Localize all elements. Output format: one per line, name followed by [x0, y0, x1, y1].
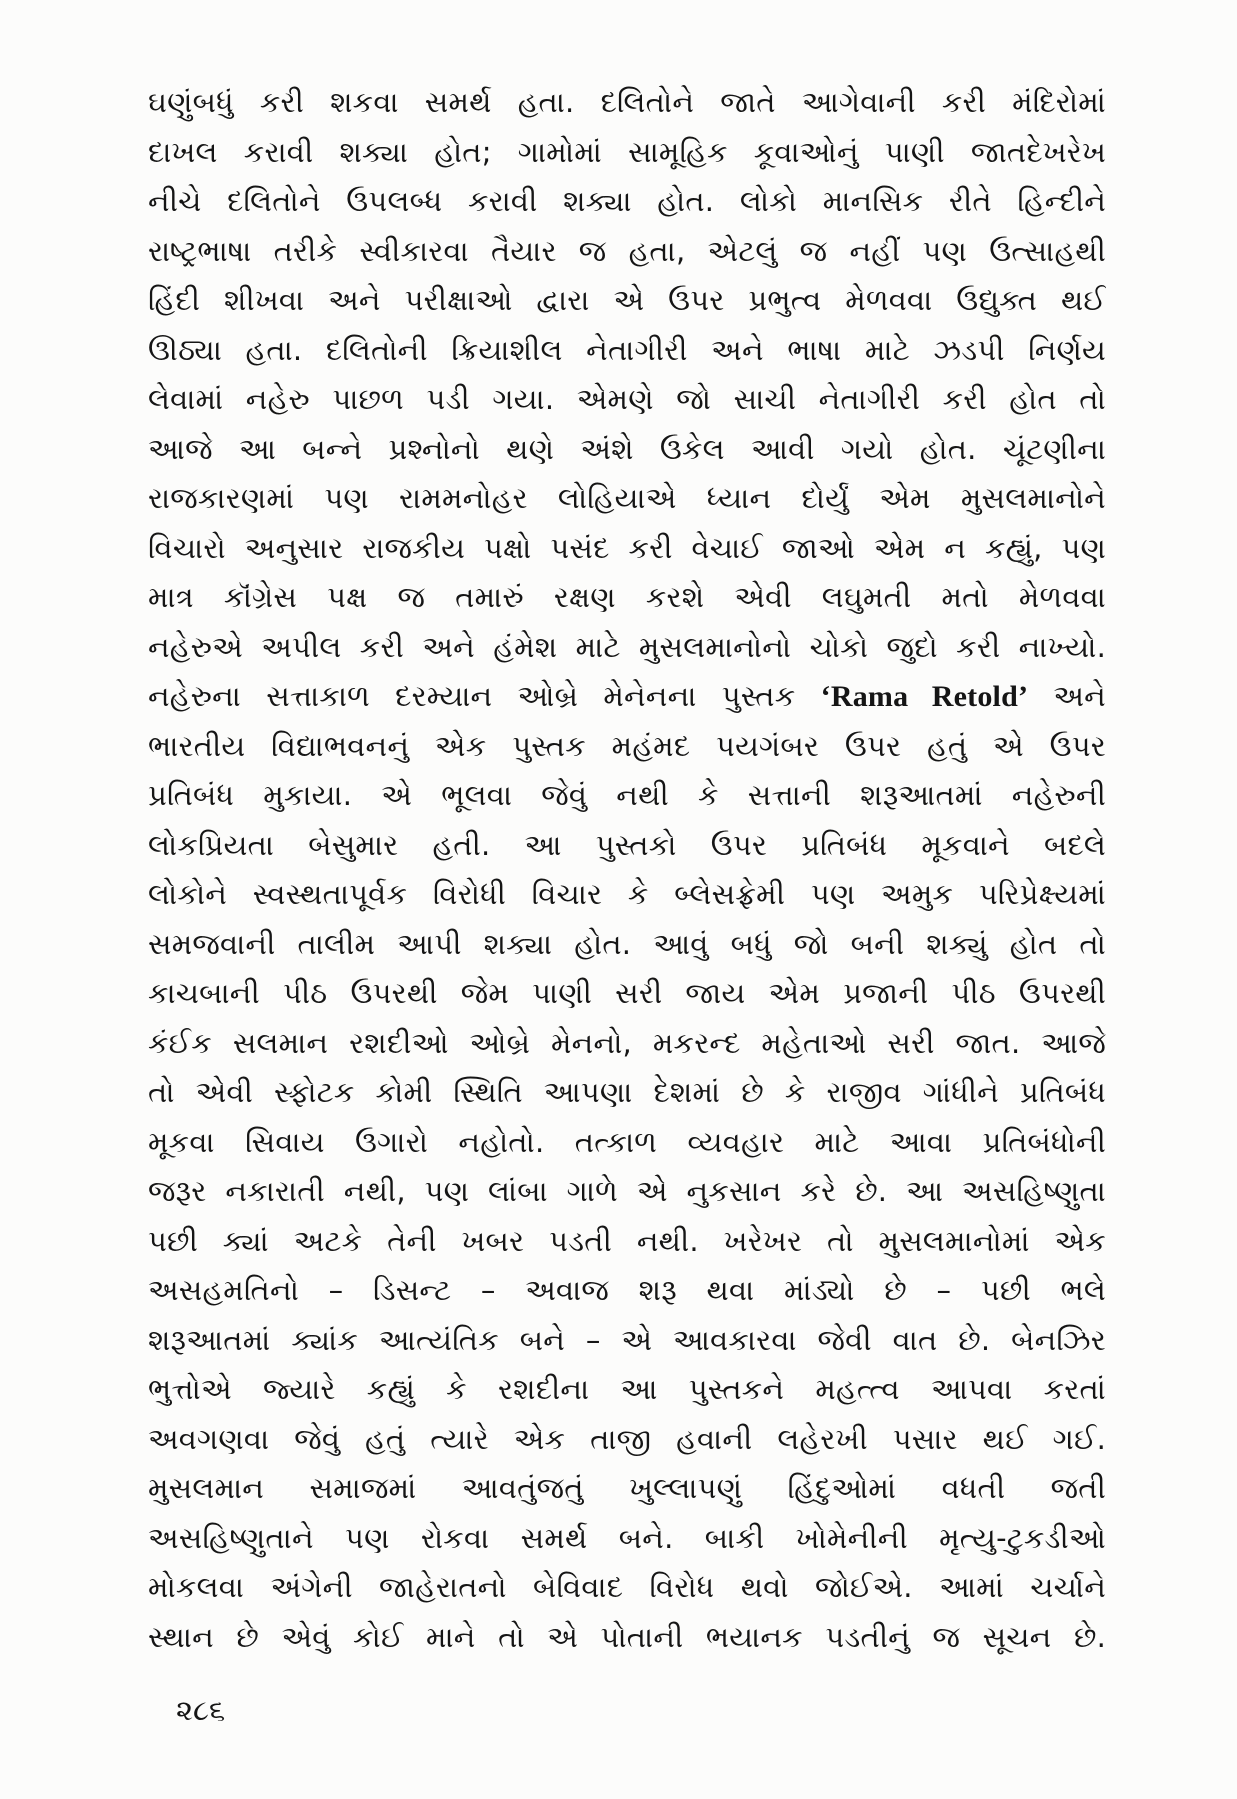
- text-line: પ્રતિબંધ મુકાયા. એ ભૂલવા જેવું નથી કે સત્તાની શરૂઆતમાં નહેરુની: [148, 778, 1106, 812]
- text-line: અસહિષ્ણુતાને પણ રોકવા સમર્થ બને. બાકી ખોમેનીની મૃત્યુ-ટુકડીઓ: [148, 1520, 1106, 1555]
- text-segment: નહેરુના સત્તાકાળ દરમ્યાન ઓબ્રે મેનેનના પુસ્તક: [148, 679, 796, 713]
- text-line-with-book-title: [148, 672, 1106, 722]
- text-line: ઊઠ્યા હતા. દલિતોની ક્રિયાશીલ નેતાગીરી અને ભાષા માટે ઝડપી નિર્ણય: [148, 332, 1106, 367]
- text-line: શરૂઆતમાં ક્યાંક આત્યંતિક બને – એ આવકારવા જેવી વાત છે. બેનઝિર: [148, 1322, 1106, 1357]
- text-line: ઘણુંબધું કરી શકવા સમર્થ હતા. દલિતોને જાતે આગેવાની કરી મંદિરોમાં: [148, 85, 1106, 119]
- text-line: નીચે દલિતોને ઉપલબ્ધ કરાવી શક્યા હોત. લોકો માનસિક રીતે હિન્દીને: [148, 184, 1106, 218]
- text-line: કંઈક સલમાન રશદીઓ ઓબ્રે મેનનો, મકરન્દ મહેતાઓ સરી જાત. આજે: [148, 1025, 1106, 1060]
- page-number: ૨૮૬: [176, 1693, 226, 1727]
- book-title-english: ‘Rama Retold’: [820, 680, 1029, 713]
- text-line: ભુત્તોએ જ્યારે કહ્યું કે રશદીના આ પુસ્તકને મહત્ત્વ આપવા કરતાં: [148, 1372, 1106, 1406]
- text-line: માત્ર કૉંગ્રેસ પક્ષ જ તમારું રક્ષણ કરશે એવી લઘુમતી મતો મેળવવા: [148, 580, 1106, 614]
- text-line: વિચારો અનુસાર રાજકીય પક્ષો પસંદ કરી વેચાઈ જાઓ એમ ન કહ્યું, પણ: [148, 530, 1106, 565]
- text-line: અસહમતિનો – ડિસન્ટ – અવાજ શરૂ થવા માંડ્યો છે – પછી ભલે: [148, 1273, 1106, 1307]
- text-line: સમજવાની તાલીમ આપી શક્યા હોત. આવું બધું જો બની શક્યું હોત તો: [148, 926, 1106, 961]
- text-line: મોકલવા અંગેની જાહેરાતનો બેવિવાદ વિરોધ થવો જોઈએ. આમાં ચર્ચાને: [148, 1570, 1106, 1604]
- text-line: નહેરુએ અપીલ કરી અને હંમેશ માટે મુસલમાનોનો ચોકો જુદો કરી નાખ્યો.: [148, 629, 1106, 664]
- text-line: મૂકવા સિવાય ઉગારો નહોતો. તત્કાળ વ્યવહાર માટે આવા પ્રતિબંધોની: [148, 1124, 1106, 1159]
- text-line: કાચબાની પીઠ ઉપરથી જેમ પાણી સરી જાય એમ પ્રજાની પીઠ ઉપરથી: [148, 976, 1106, 1010]
- text-segment: અને: [1053, 679, 1106, 713]
- text-line: આજે આ બન્ને પ્રશ્નોનો થણે અંશે ઉકેલ આવી ગયો હોત. ચૂંટણીના: [148, 431, 1106, 466]
- text-line: રાજકારણમાં પણ રામમનોહર લોહિયાએ ધ્યાન દોર્યું એમ મુસલમાનોને: [148, 481, 1106, 515]
- text-line: ભારતીય વિદ્યાભવનનું એક પુસ્તક મહંમદ પયગંબર ઉપર હતું એ ઉપર: [148, 728, 1106, 763]
- text-line: તો એવી સ્ફોટક કોમી સ્થિતિ આપણા દેશમાં છે કે રાજીવ ગાંધીને પ્રતિબંધ: [148, 1075, 1106, 1109]
- text-line: હિંદી શીખવા અને પરીક્ષાઓ દ્વારા એ ઉપર પ્રભુત્વ મેળવવા ઉદ્યુક્ત થઈ: [148, 283, 1106, 317]
- text-line: સ્થાન છે એવું કોઈ માને તો એ પોતાની ભયાનક પડતીનું જ સૂચન છે.: [148, 1619, 1106, 1654]
- text-line: અવગણવા જેવું હતું ત્યારે એક તાજી હવાની લહેરખી પસાર થઈ ગઈ.: [148, 1421, 1106, 1456]
- text-line: મુસલમાન સમાજમાં આવતુંજતું ખુલ્લાપણું હિંદુઓમાં વધતી જતી: [148, 1471, 1106, 1505]
- text-line: લેવામાં નહેરુ પાછળ પડી ગયા. એમણે જો સાચી નેતાગીરી કરી હોત તો: [148, 382, 1106, 416]
- text-line: દાખલ કરાવી શક્યા હોત; ગામોમાં સામૂહિક કૂવાઓનું પાણી જાતદેખરેખ: [148, 134, 1106, 169]
- text-line: લોકપ્રિયતા બેસુમાર હતી. આ પુસ્તકો ઉપર પ્રતિબંધ મૂકવાને બદલે: [148, 827, 1106, 862]
- text-line: રાષ્ટ્રભાષા તરીકે સ્વીકારવા તૈયાર જ હતા, એટલું જ નહીં પણ ઉત્સાહથી: [148, 233, 1106, 268]
- text-line: જરૂર નકારાતી નથી, પણ લાંબા ગાળે એ નુકસાન કરે છે. આ અસહિષ્ણુતા: [148, 1174, 1106, 1208]
- body-text: [148, 78, 1106, 1662]
- text-line: લોકોને સ્વસ્થતાપૂર્વક વિરોધી વિચાર કે બ્લેસફ્રેમી પણ અમુક પરિપ્રેક્ષ્યમાં: [148, 877, 1106, 911]
- text-line: પછી ક્યાં અટકે તેની ખબર પડતી નથી. ખરેખર તો મુસલમાનોમાં એક: [148, 1223, 1106, 1258]
